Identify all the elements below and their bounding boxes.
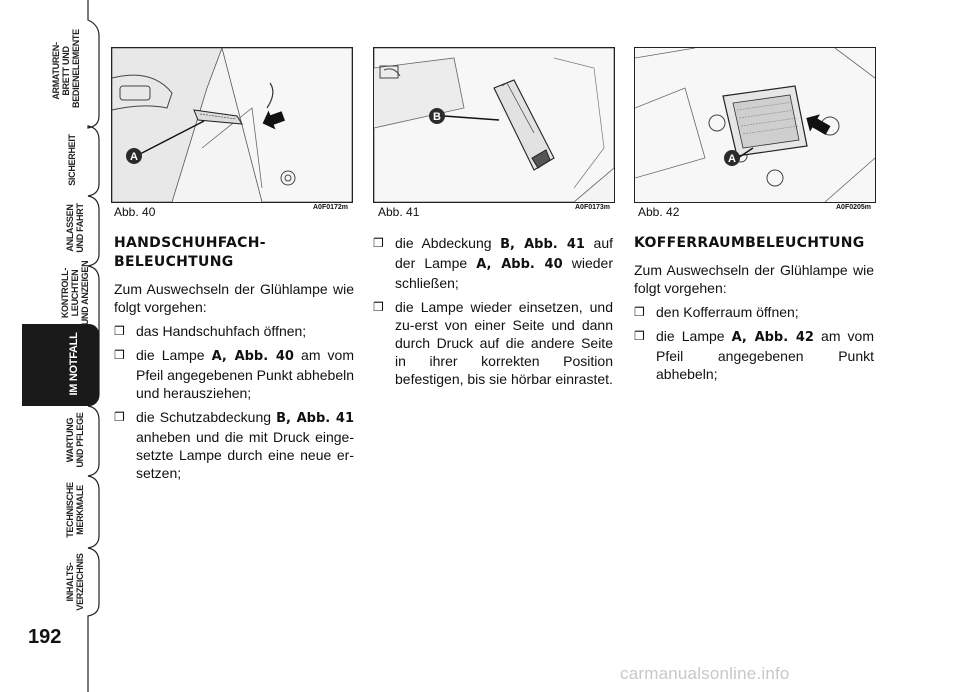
figure-reference: B, Abb. 41 (500, 237, 585, 252)
figure-caption: Abb. 42 (638, 205, 680, 219)
text-run: am vom Pfeil angegebenen Punkt abhebeln und herausziehen; (136, 347, 354, 401)
figure-lamp-cover (373, 47, 615, 203)
tab-technische-merkmale[interactable] (65, 473, 89, 547)
figure-trunk-lamp (634, 47, 876, 203)
glovebox-illustration (112, 48, 352, 202)
tab-kontrollleuchten[interactable] (60, 256, 94, 330)
text-run: die Abdeckung (395, 235, 501, 251)
list-item (373, 234, 613, 292)
figure-glovebox-lamp (111, 47, 353, 203)
text-run: die Schutzabdeckung (136, 409, 277, 425)
text-run: wieder schließen; (395, 255, 613, 291)
tab-line: TECHNISCHE (65, 482, 75, 538)
text-run: die Lampe (656, 328, 732, 344)
tab-im-notfall[interactable] (69, 327, 85, 401)
checkbox-bullet-icon: ❒ (114, 348, 125, 362)
section-heading: KOFFERRAUMBELEUCHTUNG (634, 235, 865, 251)
heading-line: HANDSCHUHFACH- (114, 235, 266, 251)
tab-anlassen[interactable] (65, 191, 89, 265)
checkbox-bullet-icon: ❒ (634, 305, 645, 319)
intro-paragraph: Zum Auswechseln der Glühlampe wie folgt vorgehen: (634, 262, 874, 296)
text-run: die Lampe (136, 347, 212, 363)
tab-line: UND PFLEGE (75, 412, 85, 468)
list-item-text (656, 327, 874, 383)
figure-code: A0F0173m (575, 204, 611, 211)
list-item (373, 298, 613, 388)
list-item-text: das Handschuhfach öffnen; (136, 323, 307, 339)
column-glovebox-section (114, 234, 354, 488)
tab-line: WARTUNG (65, 417, 75, 463)
tab-line: MERKMALE (75, 485, 85, 535)
list-item (114, 322, 354, 340)
list-item-text (395, 234, 613, 292)
marker-letter: A (130, 151, 138, 163)
column-continued-steps (373, 234, 613, 394)
chapter-tab-rail (0, 0, 100, 692)
figure-reference: A, Abb. 40 (211, 349, 294, 364)
active-tab-background (22, 324, 99, 406)
column-trunk-section (634, 234, 874, 389)
checkbox-bullet-icon: ❒ (114, 324, 125, 338)
tab-line: BRETT UND (61, 46, 71, 96)
list-item (634, 303, 874, 321)
tab-line: KONTROLL- (60, 267, 70, 319)
tab-line: LEUCHTEN (70, 269, 80, 317)
figure-caption: Abb. 41 (378, 205, 420, 219)
list-item (114, 346, 354, 402)
checkbox-bullet-icon: ❒ (373, 236, 384, 250)
checkbox-bullet-icon: ❒ (114, 410, 125, 424)
figure-reference: B, Abb. 41 (276, 411, 354, 426)
tab-line: UND FAHRT (75, 203, 85, 253)
list-item-text (136, 408, 354, 482)
text-run: am vom Pfeil angegebenen Punkt abhebeln; (656, 328, 874, 382)
list-item-text: den Kofferraum öffnen; (656, 304, 799, 320)
tab-sicherheit[interactable] (67, 123, 87, 197)
figure-code: A0F0172m (313, 204, 349, 211)
marker-letter: A (728, 153, 736, 165)
figure-caption: Abb. 40 (114, 205, 156, 219)
figure-reference: A, Abb. 42 (731, 330, 814, 345)
list-item-text (136, 346, 354, 402)
checkbox-bullet-icon: ❒ (373, 300, 384, 314)
trunk-lamp-illustration (635, 48, 875, 202)
tab-line: BEDIENELEMENTE (71, 29, 81, 108)
list-item-text: die Lampe wieder einsetzen, und zu-erst von einer Seite und dann durch Druck auf die andere Seite in ihrer korrekten Position befestigen, bis sie hörbar einrastet. (395, 299, 613, 387)
lamp-cover-illustration (374, 48, 614, 202)
text-run: anheben und die mit Druck einge-setzte Lampe durch eine neue er-setzen; (136, 429, 354, 481)
figure-code: A0F0205m (836, 204, 872, 211)
tab-line: ARMATUREN- (51, 42, 61, 100)
tab-line: INHALTS- (65, 562, 75, 602)
list-item (634, 327, 874, 383)
figure-reference: A, Abb. 40 (476, 257, 563, 272)
watermark-link[interactable]: carmanualsonline.info (620, 664, 790, 683)
section-heading (114, 234, 354, 272)
heading-line: BELEUCHTUNG (114, 254, 234, 270)
tab-line: VERZEICHNIS (75, 553, 85, 611)
tab-inhaltsverzeichnis[interactable] (65, 545, 89, 619)
tab-line: IM NOTFALL (68, 332, 80, 396)
page-number: 192 (28, 626, 62, 648)
tab-armaturenbrett[interactable] (51, 29, 103, 108)
list-item (114, 408, 354, 482)
tab-wartung[interactable] (65, 403, 89, 477)
tab-line: ANLASSEN (65, 204, 75, 252)
checkbox-bullet-icon: ❒ (634, 329, 645, 343)
marker-letter: B (433, 111, 441, 123)
tab-line: UND ANZEIGEN (80, 260, 90, 326)
tab-line: SICHERHEIT (67, 134, 77, 186)
text-run: auf der Lampe (395, 235, 613, 271)
intro-paragraph: Zum Auswechseln der Glühlampe wie folgt vorgehen: (114, 281, 354, 315)
